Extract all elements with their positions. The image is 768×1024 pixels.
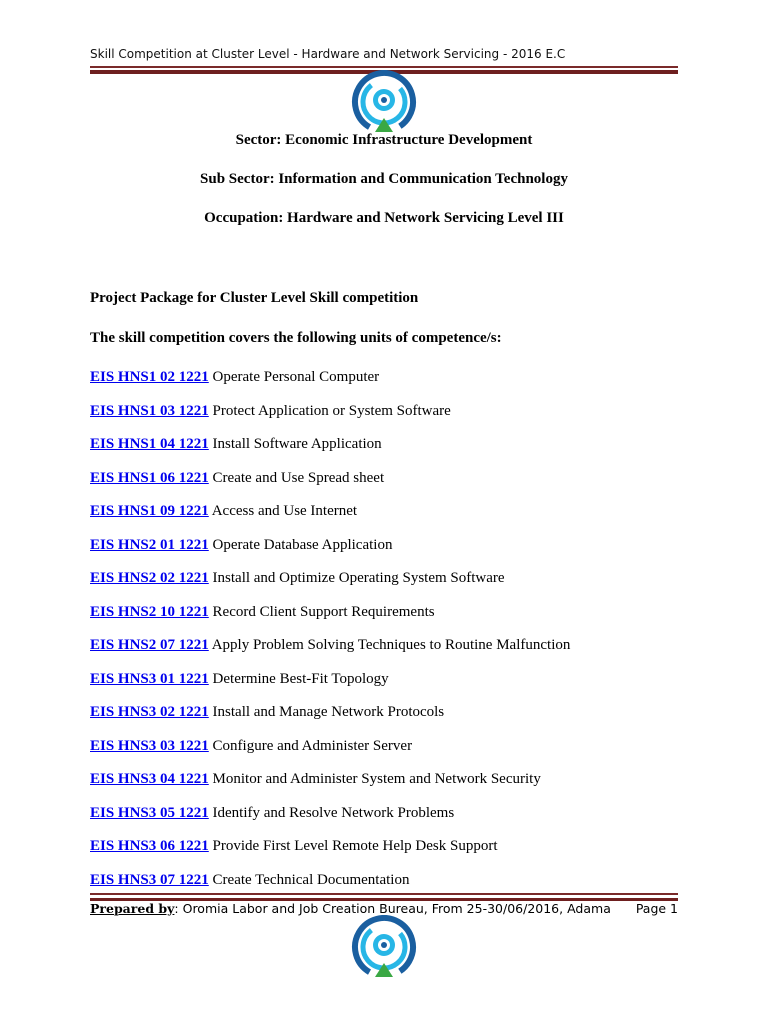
unit-code-link[interactable]: EIS HNS1 03 1221 xyxy=(90,402,209,419)
unit-code-link[interactable]: EIS HNS3 07 1221 xyxy=(90,871,209,888)
unit-title: Determine Best-Fit Topology xyxy=(212,670,389,687)
unit-row xyxy=(90,436,382,453)
unit-title: Create Technical Documentation xyxy=(212,871,410,888)
project-package-heading: Project Package for Cluster Level Skill competition xyxy=(90,290,419,306)
unit-code-link[interactable]: EIS HNS3 05 1221 xyxy=(90,804,209,821)
occupation-title: Occupation: Hardware and Network Servicing Level III xyxy=(204,210,564,226)
unit-row xyxy=(90,771,541,788)
unit-row xyxy=(90,872,409,889)
units-intro-heading: The skill competition covers the following units of competence/s: xyxy=(90,330,502,346)
unit-title: Identify and Resolve Network Problems xyxy=(212,804,455,821)
prepared-by-text: : Oromia Labor and Job Creation Bureau, From 25-30/06/2016, Adama xyxy=(174,901,611,916)
unit-row xyxy=(90,537,392,554)
unit-title: Create and Use Spread sheet xyxy=(212,469,385,486)
unit-title: Record Client Support Requirements xyxy=(212,603,435,620)
unit-title: Operate Database Application xyxy=(212,536,393,553)
unit-row xyxy=(90,805,454,822)
footer-logo xyxy=(348,915,420,979)
unit-row xyxy=(90,503,357,520)
sub-sector-title: Sub Sector: Information and Communication Technology xyxy=(200,171,568,187)
unit-title: Install Software Application xyxy=(212,436,382,452)
unit-code-link[interactable]: EIS HNS1 09 1221 xyxy=(90,503,209,519)
unit-title: Install and Optimize Operating System Software xyxy=(212,570,505,586)
unit-code-link[interactable]: EIS HNS2 02 1221 xyxy=(90,570,209,586)
unit-code-link[interactable]: EIS HNS1 06 1221 xyxy=(90,469,209,486)
unit-title: Install and Manage Network Protocols xyxy=(212,704,445,720)
unit-row xyxy=(90,838,498,855)
page-number: Page 1 xyxy=(635,901,678,916)
unit-title: Operate Personal Computer xyxy=(212,369,380,385)
unit-row xyxy=(90,570,505,587)
prepared-by-label: Prepared by xyxy=(90,901,175,916)
unit-row xyxy=(90,704,444,721)
unit-title: Apply Problem Solving Techniques to Routine Malfunction xyxy=(211,637,571,653)
unit-row xyxy=(90,369,379,386)
unit-code-link[interactable]: EIS HNS3 04 1221 xyxy=(90,771,209,787)
unit-row xyxy=(90,604,435,621)
unit-code-link[interactable]: EIS HNS1 02 1221 xyxy=(90,369,209,385)
unit-title: Protect Application or System Software xyxy=(212,402,451,419)
unit-code-link[interactable]: EIS HNS2 10 1221 xyxy=(90,603,209,620)
unit-title: Configure and Administer Server xyxy=(212,737,413,754)
unit-row xyxy=(90,403,451,420)
unit-row xyxy=(90,470,384,487)
unit-row xyxy=(90,637,570,654)
unit-row xyxy=(90,671,389,688)
footer-rule xyxy=(90,893,678,901)
unit-title: Monitor and Administer System and Network Security xyxy=(212,771,541,787)
unit-code-link[interactable]: EIS HNS2 01 1221 xyxy=(90,536,209,553)
unit-code-link[interactable]: EIS HNS1 04 1221 xyxy=(90,436,209,452)
unit-code-link[interactable]: EIS HNS3 02 1221 xyxy=(90,704,209,720)
page-header: Skill Competition at Cluster Level - Hardware and Network Servicing - 2016 E.C xyxy=(90,47,566,61)
unit-row xyxy=(90,738,412,755)
page-footer xyxy=(90,901,678,916)
sector-title: Sector: Economic Infrastructure Development xyxy=(235,132,533,148)
unit-code-link[interactable]: EIS HNS3 03 1221 xyxy=(90,737,209,754)
unit-code-link[interactable]: EIS HNS2 07 1221 xyxy=(90,637,209,653)
unit-title: Access and Use Internet xyxy=(211,503,358,519)
unit-title: Provide First Level Remote Help Desk Support xyxy=(212,838,498,854)
bureau-logo xyxy=(348,70,420,134)
unit-code-link[interactable]: EIS HNS3 01 1221 xyxy=(90,670,209,687)
unit-code-link[interactable]: EIS HNS3 06 1221 xyxy=(90,838,209,854)
